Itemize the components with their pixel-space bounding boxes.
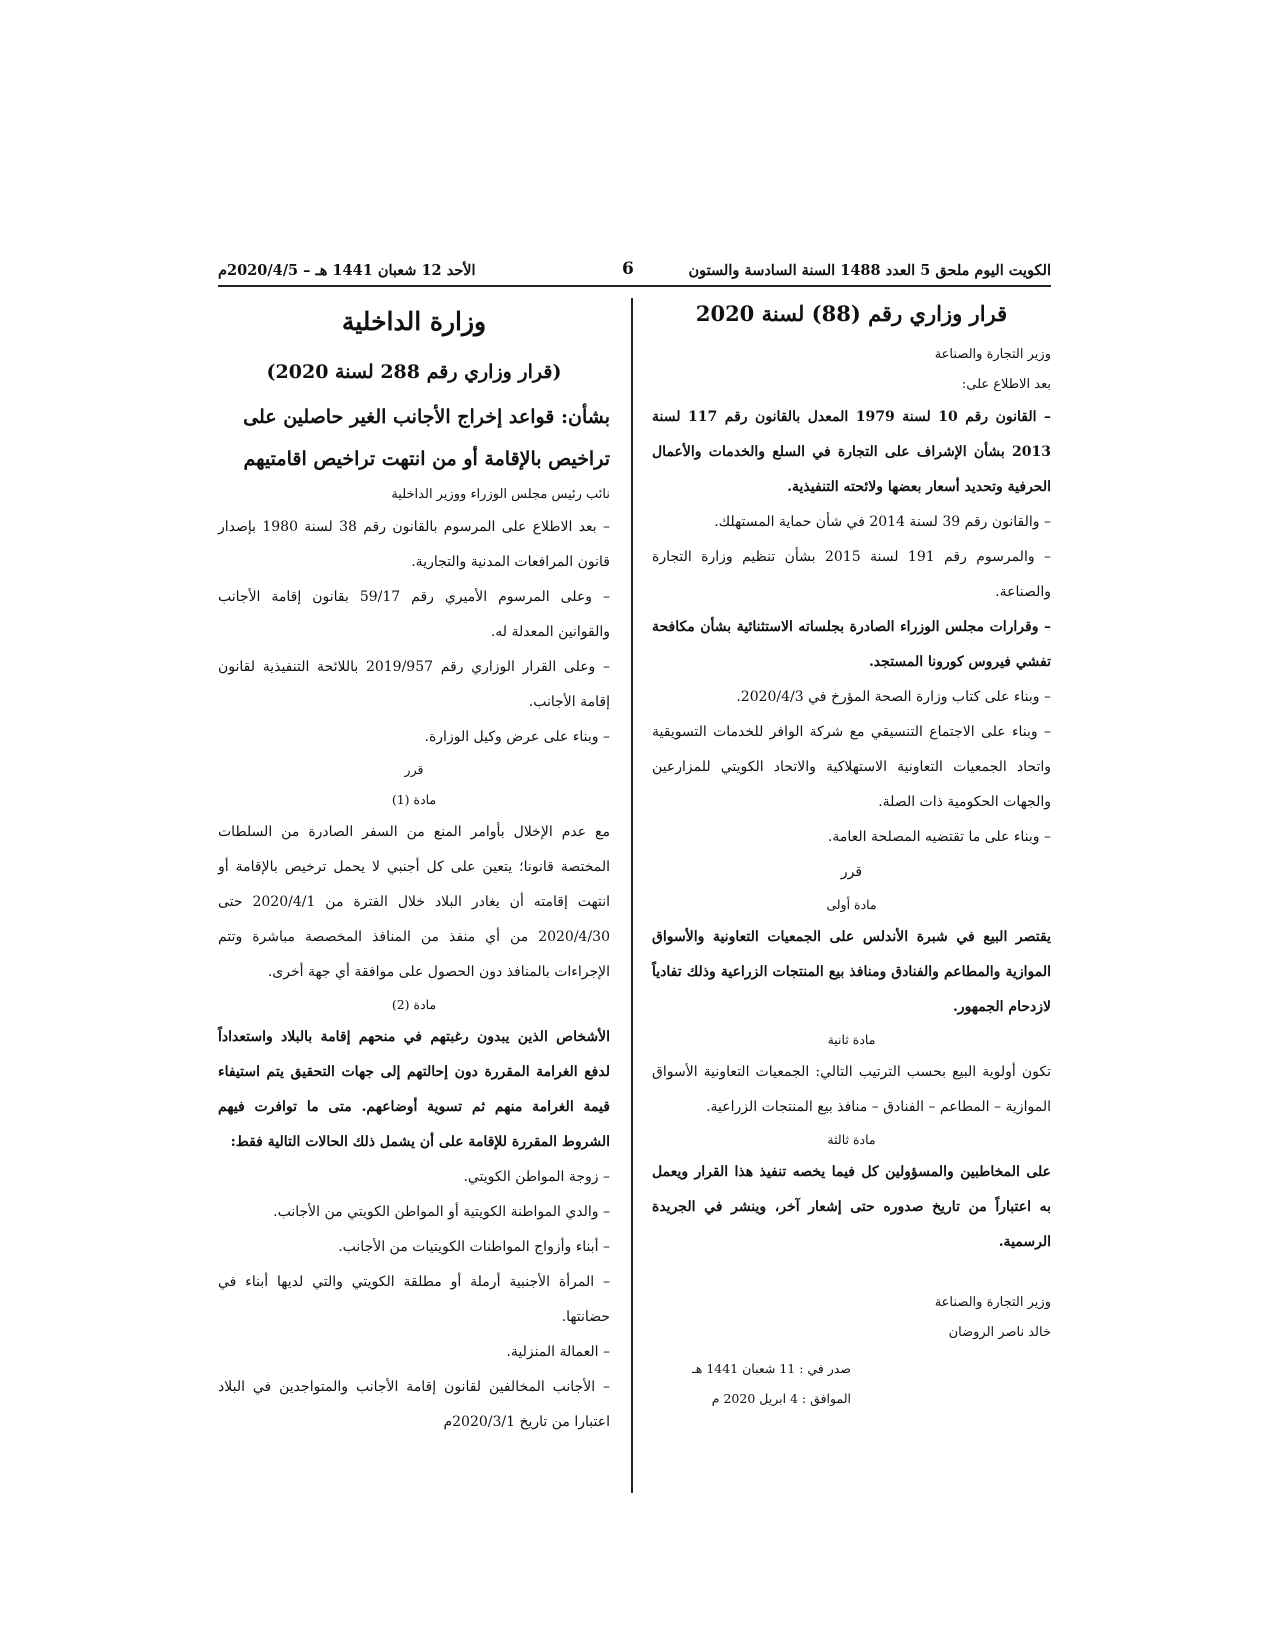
decision-288-clause: – بعد الاطلاع على المرسوم بالقانون رقم 38 لسنة 1980 بإصدار قانون المرافعات المدنية والتجارية. [218,519,611,570]
decision-288-clause: – وعلى القرار الوزاري رقم 2019/957 باللائحة التنفيذية لقانون إقامة الأجانب. [218,659,610,710]
signature-name: خالد ناصر الروضان [948,1325,1051,1340]
decision-88-article-2-title: مادة ثانية [827,1032,876,1047]
decision-288-decided: قرر [404,762,424,777]
header-publication: الكويت اليوم ملحق 5 العدد 1488 السنة السادسة والستون [688,262,1051,279]
left-column [218,300,610,1440]
decision-288-subject-line-2: تراخيص بالإقامة أو من انتهت تراخيص اقامتيهم [243,448,610,470]
decision-88-article-2-text: تكون أولوية البيع بحسب الترتيب التالي: الجمعيات التعاونية الأسواق الموازية – المطاعم – الفنادق – منافذ بيع المنتجات الزراعية. [652,1064,1051,1115]
decision-288-case: – زوجة المواطن الكويتي. [463,1169,610,1185]
decision-288-case: – أبناء وأزواج المواطنات الكويتيات من الأجانب. [338,1239,610,1255]
right-column [652,298,1051,1414]
decision-288-article-1-text: مع عدم الإخلال بأوامر المنع من السفر الصادرة من السلطات المختصة قانونا؛ يتعين على كل أجنبي لا يحمل ترخيص بالإقامة أو انتهت إقامته أن يغادر البلاد خلال الفترة من 2020/4/1 حتى 2020/4/30 من أي منفذ من المنافذ المخصصة مباشرة وتتم الإجراءات بالمنافذ دون الحصول على موافقة أي جهة أخرى. [218,824,611,980]
ministry-heading: وزارة الداخلية [341,307,487,336]
decision-88-clause: – والمرسوم رقم 191 لسنة 2015 بشأن تنظيم وزارة التجارة والصناعة. [652,549,1051,600]
decision-88-article-1-title: مادة أولى [826,897,877,912]
issued-gregorian-date: الموافق : 4 ابريل 2020 م [711,1391,851,1406]
decision-288-subject-line-1: بشأن: قواعد إخراج الأجانب الغير حاصلين على [243,406,610,428]
decision-288-case: – والدي المواطنة الكويتية أو المواطن الكويتي من الأجانب. [273,1204,610,1220]
decision-88-clause: – والقانون رقم 39 لسنة 2014 في شأن حماية المستهلك. [714,514,1051,530]
decision-288-case: – العمالة المنزلية. [506,1344,610,1360]
decision-288-article-1-title: مادة (1) [391,792,437,807]
decision-88-clause: – القانون رقم 10 لسنة 1979 المعدل بالقانون رقم 117 لسنة 2013 بشأن الإشراف على التجارة في السلع والخدمات والأعمال الحرفية وتحديد أسعار بعضها ولائحته التنفيذية. [652,409,1052,495]
page-header [218,258,1051,284]
decision-88-article-3-title: مادة ثالثة [827,1132,876,1147]
decision-88-issuer: وزير التجارة والصناعة [934,347,1051,362]
decision-288-article-2-text: الأشخاص الذين يبدون رغبتهم في منحهم إقامة بالبلاد واستعداداً لدفع الغرامة المقررة دون إحالتهم إلى جهات التحقيق يتم استيفاء قيمة الغرامة منهم ثم تسوية أوضاعهم. متى ما توافرت فيهم الشروط المقررة للإقامة على أن يشمل ذلك الحالات التالية فقط: [218,1029,610,1150]
decision-88-signature [652,1288,1051,1348]
header-page-number: 6 [622,259,634,279]
decision-88-decided: قرر [840,864,863,880]
decision-88-article-1-text: يقتصر البيع في شبرة الأندلس على الجمعيات التعاونية والأسواق الموازية والمطاعم والفنادق ومنافذ بيع المنتجات الزراعية وذلك تفادياً لازدحام الجمهور. [652,929,1051,1015]
decision-88-after-review: بعد الاطلاع على: [961,377,1051,392]
decision-288-article-2-title: مادة (2) [391,997,437,1012]
decision-288-issuer: نائب رئيس مجلس الوزراء ووزير الداخلية [391,487,610,502]
decision-88-article-3-text: على المخاطبين والمسؤولين كل فيما يخصه تنفيذ هذا القرار ويعمل به اعتباراً من تاريخ صدوره حتى إشعار آخر، وينشر في الجريدة الرسمية. [652,1164,1051,1250]
column-divider [631,298,633,1493]
decision-288-clause: – وبناء على عرض وكيل الوزارة. [424,729,610,745]
decision-288-case: – المرأة الأجنبية أرملة أو مطلقة الكويتي والتي لديها أبناء في حضانتها. [218,1274,610,1325]
decision-88-clause: – وبناء على الاجتماع التنسيقي مع شركة الوافر للخدمات التسويقية واتحاد الجمعيات التعاونية الاستهلاكية والاتحاد الكويتي للمزارعين والجهات الحكومية ذات الصلة. [652,724,1051,810]
header-date: الأحد 12 شعبان 1441 هـ – 2020/4/5م [218,262,476,279]
decision-88-clause: – وقرارات مجلس الوزراء الصادرة بجلساته الاستثنائية بشأن مكافحة تفشي فيروس كورونا المستجد. [652,619,1051,670]
decision-88-title: قرار وزاري رقم (88) لسنة 2020 [695,301,1008,326]
decision-288-clause: – وعلى المرسوم الأميري رقم 59/17 بقانون إقامة الأجانب والقوانين المعدلة له. [218,589,611,640]
issued-hijri-date: صدر في : 11 شعبان 1441 هـ [692,1361,851,1376]
header-rule [218,285,1051,287]
decision-88-clause: – وبناء على ما تقتضيه المصلحة العامة. [827,829,1051,845]
decision-288-case: – الأجانب المخالفين لقانون إقامة الأجانب والمتواجدين في البلاد اعتبارا من تاريخ 2020/3/1م [218,1379,610,1430]
signature-title: وزير التجارة والصناعة [934,1295,1051,1310]
decision-88-clause: – وبناء على كتاب وزارة الصحة المؤرخ في 2020/4/3. [736,689,1051,705]
decision-288-title: (قرار وزاري رقم 288 لسنة 2020) [266,361,562,383]
